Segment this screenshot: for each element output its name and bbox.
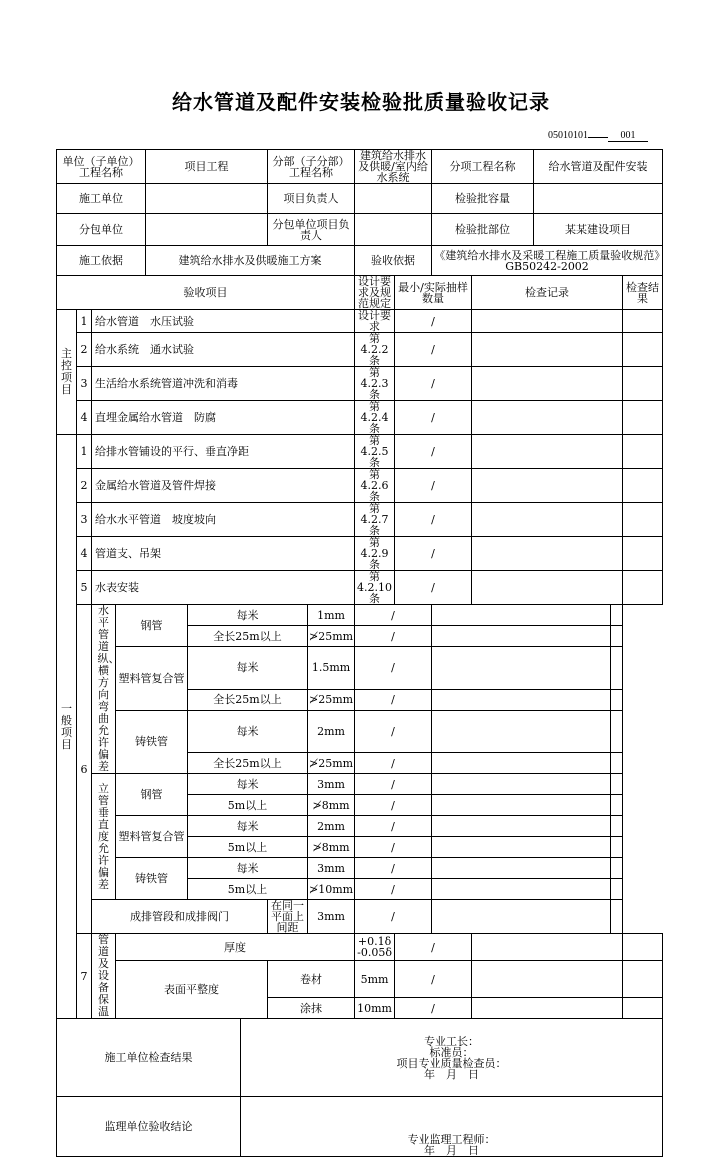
list-item-result[interactable] <box>623 401 663 435</box>
list-item-result[interactable] <box>611 647 623 690</box>
list-item-spec: 1.5mm <box>308 647 355 690</box>
project-manager-value <box>355 184 432 214</box>
list-item-record[interactable] <box>432 626 611 647</box>
list-item-spec: 第4.2.2条 <box>355 333 395 367</box>
list-item-no: 2 <box>77 333 92 367</box>
general-items-label: 一般项目 <box>57 435 77 1019</box>
list-item-result[interactable] <box>623 571 663 605</box>
list-item-record[interactable] <box>472 998 623 1019</box>
list-item-no: 1 <box>77 310 92 333</box>
list-item-sample: / <box>395 310 472 333</box>
subcontractor-label: 分包单位 <box>57 214 146 246</box>
list-item-record[interactable] <box>472 401 623 435</box>
sub-label: 每米 <box>188 605 308 626</box>
supervisor-signature-area[interactable] <box>241 1097 663 1157</box>
sub-label: 全长25m以上 <box>188 626 308 647</box>
acceptance-basis-label: 验收依据 <box>355 246 432 276</box>
list-item-record[interactable] <box>432 647 611 690</box>
list-item-name: 直埋金属给水管道 防腐 <box>92 401 355 435</box>
batch-location-value: 某某建设项目 <box>534 214 663 246</box>
insulation-label: 管道及设备保温 <box>92 934 116 1019</box>
list-item-record[interactable] <box>472 469 623 503</box>
list-item-spec: 第4.2.6条 <box>355 469 395 503</box>
list-item-spec: ≯25mm <box>308 753 355 774</box>
h-plastic-label: 塑料管复合管 <box>116 647 188 711</box>
list-item-result[interactable] <box>623 435 663 469</box>
document-code: 05010101 <box>548 130 588 141</box>
subdivision-value: 建筑给水排水及供暖/室内给水系统 <box>355 150 432 184</box>
item-name-label: 分项工程名称 <box>432 150 534 184</box>
h-iron-label: 铸铁管 <box>116 710 188 774</box>
unit-label: 单位（子单位）工程名称 <box>57 150 146 184</box>
surface-flatness-label: 表面平整度 <box>116 961 268 1019</box>
sub-manager-value <box>355 214 432 246</box>
thickness-value-2: -0.05δ <box>357 946 392 959</box>
list-item-result[interactable] <box>611 900 623 934</box>
list-item-result[interactable] <box>623 310 663 333</box>
list-item-spec: 设计要求 <box>355 310 395 333</box>
list-item-record[interactable] <box>432 689 611 710</box>
list-item-sample: / <box>395 537 472 571</box>
list-item-result[interactable] <box>623 503 663 537</box>
list-item-name: 给排水管铺设的平行、垂直净距 <box>92 435 355 469</box>
foreman-label: 专业工长： <box>424 1034 480 1048</box>
sub-label: 全长25m以上 <box>188 753 308 774</box>
project-manager-label: 项目负责人 <box>268 184 355 214</box>
list-item-result[interactable] <box>611 879 623 900</box>
list-item-result[interactable] <box>611 605 623 626</box>
list-item-spec: 第4.2.7条 <box>355 503 395 537</box>
list-item-result[interactable] <box>623 537 663 571</box>
batch-capacity-value <box>534 184 663 214</box>
v-iron-label: 铸铁管 <box>116 858 188 900</box>
list-item-name: 金属给水管道及管件焊接 <box>92 469 355 503</box>
list-item-record[interactable] <box>432 900 611 934</box>
list-item-record[interactable] <box>432 753 611 774</box>
document-sequence: 001 <box>608 130 648 142</box>
sub-label: 每米 <box>188 858 308 879</box>
list-item-result[interactable] <box>611 795 623 816</box>
unit-value: 项目工程 <box>146 150 268 184</box>
column-item: 验收项目 <box>57 276 355 310</box>
list-item-no: 3 <box>77 503 92 537</box>
supervisor-result-label: 监理单位验收结论 <box>57 1097 241 1157</box>
list-item-sample: / <box>355 858 432 879</box>
list-item-sample: / <box>355 774 432 795</box>
list-item-sample: / <box>355 753 432 774</box>
sub-label: 每米 <box>188 816 308 837</box>
list-item-spec: ≯8mm <box>308 837 355 858</box>
list-item-sample: / <box>355 647 432 690</box>
list-item-name: 给水水平管道 坡度坡向 <box>92 503 355 537</box>
list-item-no: 3 <box>77 367 92 401</box>
list-item-spec: 3mm <box>308 858 355 879</box>
thickness-value-1: +0.1δ <box>357 935 392 948</box>
subcontractor-value <box>146 214 268 246</box>
list-item-name: 生活给水系统管道冲洗和消毒 <box>92 367 355 401</box>
valve-sub-label: 在同一平面上间距 <box>268 900 308 934</box>
list-item-result[interactable] <box>623 469 663 503</box>
page-title: 给水管道及配件安装检验批质量验收记录 <box>172 90 550 114</box>
v-plastic-label: 塑料管复合管 <box>116 816 188 858</box>
list-item-spec: 第4.2.10条 <box>355 571 395 605</box>
sub-label: 5m以上 <box>188 879 308 900</box>
list-item-record[interactable] <box>432 795 611 816</box>
list-item-sample: / <box>395 961 472 998</box>
list-item-sample: / <box>355 816 432 837</box>
list-item-spec <box>355 934 395 961</box>
list-item-sample: / <box>355 626 432 647</box>
list-item-spec: ≯25mm <box>308 689 355 710</box>
list-item-sample: / <box>395 571 472 605</box>
sub-manager-label: 分包单位项目负责人 <box>268 214 355 246</box>
list-item-spec: 第4.2.5条 <box>355 435 395 469</box>
list-item-result[interactable] <box>623 367 663 401</box>
list-item-record[interactable] <box>432 605 611 626</box>
list-item-no: 2 <box>77 469 92 503</box>
list-item-record[interactable] <box>432 774 611 795</box>
roll-label: 卷材 <box>268 961 355 998</box>
list-item-record[interactable] <box>472 934 623 961</box>
list-item-no: 1 <box>77 435 92 469</box>
inspector-label: 项目专业质量检查员： <box>396 1056 507 1070</box>
list-item-spec: 3mm <box>308 774 355 795</box>
list-item-sample: / <box>355 710 432 753</box>
h-steel-label: 钢管 <box>116 605 188 647</box>
list-item-result[interactable] <box>611 689 623 710</box>
list-item-spec: 2mm <box>308 710 355 753</box>
column-result: 检查结果 <box>623 276 663 310</box>
contractor-value <box>146 184 268 214</box>
list-item-sample: / <box>355 837 432 858</box>
contractor-label: 施工单位 <box>57 184 146 214</box>
list-item-spec: 2mm <box>308 816 355 837</box>
contractor-date: 年 月 日 <box>424 1067 480 1081</box>
construction-basis-label: 施工依据 <box>57 246 146 276</box>
sub-label: 全长25m以上 <box>188 689 308 710</box>
subdivision-label: 分部（子分部）工程名称 <box>268 150 355 184</box>
column-design: 设计要求及规范规定 <box>355 276 395 310</box>
list-item-result[interactable] <box>611 816 623 837</box>
thickness-label: 厚度 <box>116 934 355 961</box>
vertical-deviation-label: 立管垂直度允许偏差 <box>92 774 116 900</box>
list-item-record[interactable] <box>432 858 611 879</box>
list-item-sample: / <box>395 435 472 469</box>
sub-label: 每米 <box>188 710 308 753</box>
list-item-spec: 10mm <box>355 998 395 1019</box>
column-sample: 最小/实际抽样数量 <box>395 276 472 310</box>
list-item-sample: / <box>395 469 472 503</box>
list-item-result[interactable] <box>611 710 623 753</box>
list-item-spec: 第4.2.9条 <box>355 537 395 571</box>
main-items-label: 主控项目 <box>57 310 77 435</box>
list-item-sample: / <box>355 689 432 710</box>
list-item-record[interactable] <box>432 837 611 858</box>
list-item-sample: / <box>395 934 472 961</box>
list-item-result[interactable] <box>623 333 663 367</box>
list-item-no: 5 <box>77 571 92 605</box>
sub-label: 5m以上 <box>188 795 308 816</box>
list-item-result[interactable] <box>611 858 623 879</box>
list-item-record[interactable] <box>472 503 623 537</box>
list-item-sample: / <box>395 503 472 537</box>
list-item-result[interactable] <box>623 998 663 1019</box>
list-item-spec: 第4.2.4条 <box>355 401 395 435</box>
acceptance-basis-value: 《建筑给水排水及采暖工程施工质量验收规范》GB50242-2002 <box>432 246 663 276</box>
list-item-spec: ≯25mm <box>308 626 355 647</box>
list-item-record[interactable] <box>472 367 623 401</box>
list-item-sample: / <box>395 401 472 435</box>
horizontal-deviation-label: 水平管道纵、横方向弯曲允许偏差 <box>92 605 116 774</box>
supervisor-label: 专业监理工程师： <box>407 1133 496 1146</box>
contractor-result-label: 施工单位检查结果 <box>57 1019 241 1097</box>
list-item-name: 水表安装 <box>92 571 355 605</box>
list-item-record[interactable] <box>472 961 623 998</box>
list-item-spec: 3mm <box>308 900 355 934</box>
list-item-name: 给水系统 通水试验 <box>92 333 355 367</box>
list-item-record[interactable] <box>472 537 623 571</box>
list-item-record[interactable] <box>432 710 611 753</box>
list-item-spec: ≯8mm <box>308 795 355 816</box>
item7-no: 7 <box>77 934 92 1019</box>
list-item-sample: / <box>355 605 432 626</box>
list-item-sample: / <box>395 998 472 1019</box>
contractor-signature-area[interactable] <box>241 1019 663 1097</box>
sub-label: 每米 <box>188 647 308 690</box>
document-number <box>548 130 648 142</box>
list-item-record[interactable] <box>472 435 623 469</box>
list-item-record[interactable] <box>472 310 623 333</box>
sub-label: 每米 <box>188 774 308 795</box>
column-record: 检查记录 <box>472 276 623 310</box>
list-item-spec: 第4.2.3条 <box>355 367 395 401</box>
list-item-name: 给水管道 水压试验 <box>92 310 355 333</box>
inspection-form <box>56 149 663 1157</box>
supervisor-date: 年 月 日 <box>424 1144 480 1157</box>
paint-label: 涂抹 <box>268 998 355 1019</box>
batch-capacity-label: 检验批容量 <box>432 184 534 214</box>
list-item-sample: / <box>355 795 432 816</box>
list-item-sample: / <box>355 879 432 900</box>
list-item-no: 4 <box>77 537 92 571</box>
list-item-spec: 5mm <box>355 961 395 998</box>
valve-label: 成排管段和成排阀门 <box>92 900 268 934</box>
list-item-sample: / <box>395 333 472 367</box>
list-item-sample: / <box>355 900 432 934</box>
list-item-record[interactable] <box>472 571 623 605</box>
list-item-result[interactable] <box>611 774 623 795</box>
list-item-no: 4 <box>77 401 92 435</box>
sub-label: 5m以上 <box>188 837 308 858</box>
list-item-result[interactable] <box>611 837 623 858</box>
list-item-result[interactable] <box>611 753 623 774</box>
batch-location-label: 检验批部位 <box>432 214 534 246</box>
list-item-spec: ≯10mm <box>308 879 355 900</box>
list-item-record[interactable] <box>472 333 623 367</box>
v-steel-label: 钢管 <box>116 774 188 816</box>
list-item-record[interactable] <box>432 879 611 900</box>
staff-label: 标准员： <box>429 1045 474 1059</box>
item-name-value: 给水管道及配件安装 <box>534 150 663 184</box>
list-item-record[interactable] <box>432 816 611 837</box>
list-item-result[interactable] <box>623 961 663 998</box>
list-item-name: 管道支、吊架 <box>92 537 355 571</box>
list-item-spec: 1mm <box>308 605 355 626</box>
construction-basis-value: 建筑给水排水及供暖施工方案 <box>146 246 355 276</box>
list-item-sample: / <box>395 367 472 401</box>
list-item-result[interactable] <box>611 626 623 647</box>
item6-no: 6 <box>77 605 92 934</box>
list-item-result[interactable] <box>623 934 663 961</box>
